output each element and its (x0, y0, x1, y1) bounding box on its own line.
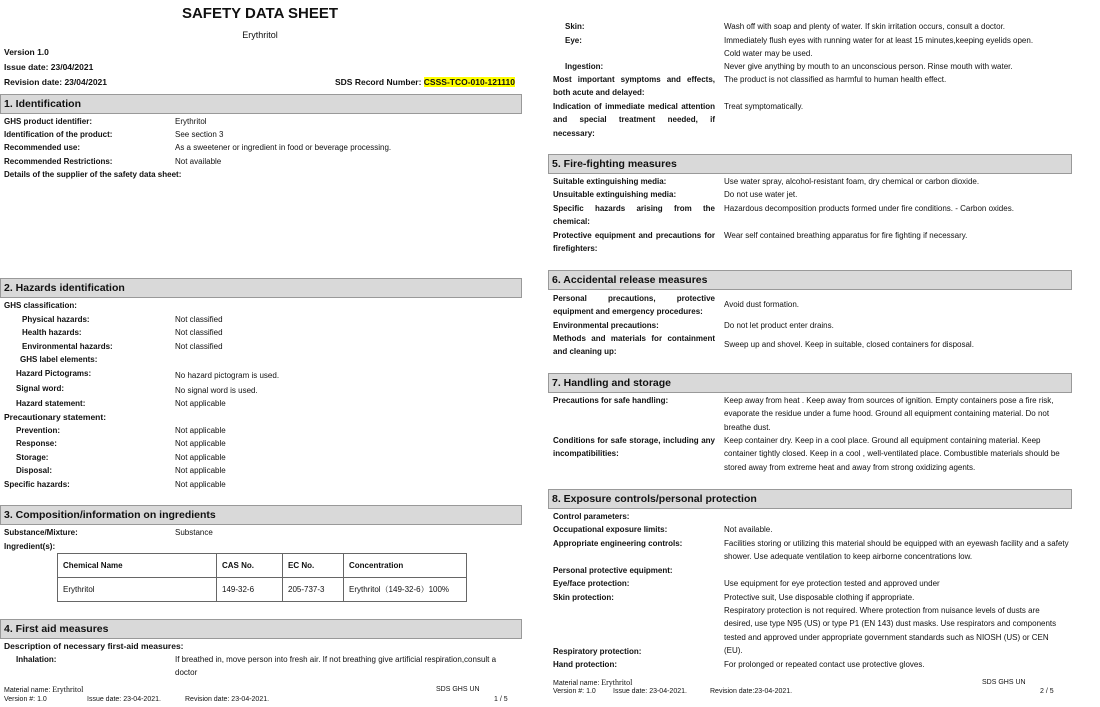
row-value: Not classified (175, 328, 223, 337)
row-label: Inhalation: (16, 655, 57, 664)
row-label: Methods and materials for containment and cleaning up: (553, 334, 715, 357)
row-label: Most important symptoms and effects, both acute and delayed: (553, 75, 715, 98)
row-value: Treat symptomatically. (724, 102, 804, 111)
section-2-header: 2. Hazards identification (0, 278, 522, 298)
row-label: Unsuitable extinguishing media: (553, 190, 677, 199)
row-label: Response: (16, 439, 57, 448)
row-label: Hazard Pictograms: (16, 369, 92, 378)
row-label: Ingredient(s): (4, 542, 56, 551)
row-label: Skin protection: (553, 593, 614, 602)
row-value: Use water spray, alcohol-resistant foam, dry chemical or carbon dioxide. (724, 177, 980, 186)
row-label: Control parameters: (553, 512, 630, 521)
row-label: Hand protection: (553, 660, 617, 669)
row-label: Precautions for safe handling: (553, 396, 669, 405)
section-6-header: 6. Accidental release measures (548, 270, 1072, 290)
footer-version: Version #: 1.0 (4, 696, 47, 703)
row-value: Not applicable (175, 439, 226, 448)
row-value: Wash off with soap and plenty of water. If skin irritation occurs, consult a doctor. (724, 22, 1006, 31)
row-label: Disposal: (16, 466, 53, 475)
row-label: Respiratory protection: (553, 647, 642, 656)
table-cell: 149-32-6 (217, 578, 283, 602)
row-label: GHS classification: (4, 301, 77, 310)
row-value: Do not let product enter drains. (724, 321, 834, 330)
row-value: Keep away from heat . Keep away from sources of ignition. Empty containers pose a fire risk, evaporate the residue under a fume hood. Ground all equipment containing material. Do not breathe dust. (724, 396, 1054, 432)
row-label: Prevention: (16, 426, 61, 435)
table-row (58, 578, 467, 602)
product-name: Erythritol (242, 30, 278, 40)
row-value: Wear self contained breathing apparatus for fire fighting if necessary. (724, 231, 968, 240)
footer-doc-type: SDS GHS UN (436, 686, 480, 693)
row-value: doctor (175, 668, 198, 677)
row-value: Cold water may be used. (724, 49, 813, 58)
column-header: CAS No. (217, 554, 283, 578)
revision-date: Revision date: 23/04/2021 (4, 77, 108, 87)
table-header-row (58, 554, 467, 578)
row-value: The product is not classified as harmful to human health effect. (724, 75, 947, 84)
row-value: Respiratory protection is not required. Where protection from nuisance levels of dusts are desired, use type N95 (US) or type P1 (EN 143) dust masks. Use respirators and components tested and approved under appropriate government standards such as NIOSH (US) or CEN (EU). (724, 606, 1057, 655)
sds-record-number: CSSS-TCO-010-121110 (423, 77, 515, 87)
row-label: Appropriate engineering controls: (553, 539, 683, 548)
footer-doc-type: SDS GHS UN (982, 679, 1026, 686)
row-value: If breathed in, move person into fresh air. If not breathing give artificial respiration,consult a (175, 655, 497, 664)
row-label: Recommended Restrictions: (4, 157, 113, 166)
row-label: Environmental precautions: (553, 321, 659, 330)
row-value: For prolonged or repeated contact use protective gloves. (724, 660, 925, 669)
section-1-header: 1. Identification (0, 94, 522, 114)
row-label: Eye: (565, 36, 582, 45)
column-header: Concentration (344, 554, 467, 578)
row-value: No signal word is used. (175, 386, 258, 395)
row-value: Use equipment for eye protection tested and approved under (724, 579, 940, 588)
footer-version: Version #: 1.0 (553, 688, 596, 695)
section-3-header: 3. Composition/information on ingredients (0, 505, 522, 525)
row-label: Suitable extinguishing media: (553, 177, 667, 186)
row-value: See section 3 (175, 130, 224, 139)
row-label: Personal protective equipment: (553, 566, 673, 575)
row-value: Not applicable (175, 453, 226, 462)
row-value: Not applicable (175, 466, 226, 475)
footer-material (553, 678, 632, 687)
row-value: Facilities storing or utilizing this material should be equipped with an eyewash facility and a safety shower. Use adequate ventilation to keep airborne concentrations low. (724, 539, 1069, 562)
row-label: Details of the supplier of the safety data sheet: (4, 170, 182, 179)
row-label: Conditions for safe storage, including any incompatibilities: (553, 436, 715, 459)
footer-material-label: Material name: (4, 687, 53, 694)
row-value: Not applicable (175, 399, 226, 408)
footer-material-name: Erythritol (601, 678, 633, 687)
table-cell: Erythritol (58, 578, 217, 602)
sds-record (335, 77, 515, 87)
version: Version 1.0 (4, 47, 49, 57)
row-value: Not available. (724, 525, 773, 534)
row-label: Physical hazards: (22, 315, 90, 324)
ingredients-table (57, 553, 467, 602)
row-value: As a sweetener or ingredient in food or beverage processing. (175, 143, 392, 152)
row-value: Hazardous decomposition products formed under fire conditions. - Carbon oxides. (724, 204, 1014, 213)
row-label: Eye/face protection: (553, 579, 630, 588)
row-label: Description of necessary first-aid measures: (4, 641, 184, 651)
row-value: Avoid dust formation. (724, 300, 800, 309)
row-label: GHS label elements: (20, 355, 98, 364)
sds-record-label: SDS Record Number: (335, 77, 424, 87)
row-label: Substance/Mixture: (4, 528, 78, 537)
row-value: Never give anything by mouth to an unconscious person. Rinse mouth with water. (724, 62, 1013, 71)
row-value: Not classified (175, 342, 223, 351)
row-value: Not applicable (175, 480, 226, 489)
row-label: Precautionary statement: (4, 412, 107, 422)
sds-page-1 (0, 0, 525, 707)
row-label: Environmental hazards: (22, 342, 113, 351)
row-label: Occupational exposure limits: (553, 525, 668, 534)
footer-material (4, 685, 83, 694)
footer-page-number: 1 / 5 (494, 696, 508, 703)
row-label: Signal word: (16, 384, 64, 393)
row-value: Erythritol (175, 117, 207, 126)
row-value: No hazard pictogram is used. (175, 371, 280, 380)
footer-page-number: 2 / 5 (1040, 688, 1054, 695)
section-5-header: 5. Fire-fighting measures (548, 154, 1072, 174)
footer-issue-date: Issue date: 23-04-2021. (613, 688, 687, 695)
row-label: Recommended use: (4, 143, 81, 152)
document-title: SAFETY DATA SHEET (181, 5, 339, 22)
footer-material-label: Material name: (553, 680, 602, 687)
table-cell: Erythritol（149-32-6）100% (344, 578, 467, 602)
section-7-header: 7. Handling and storage (548, 373, 1072, 393)
footer-revision-date: Revision date:23-04-2021. (710, 688, 793, 695)
footer-issue-date: Issue date: 23-04-2021. (87, 696, 161, 703)
column-header: EC No. (283, 554, 344, 578)
row-label: Identification of the product: (4, 130, 113, 139)
section-8-header: 8. Exposure controls/personal protection (548, 489, 1072, 509)
row-value: Protective suit, Use disposable clothing if appropriate. (724, 593, 915, 602)
row-value: Keep container dry. Keep in a cool place. Ground all equipment containing material. Keep container tightly closed. Keep in a cool , well-ventilated place. Combustible materials should be stored away from extreme heat and away from strong oxidizing agents. (724, 436, 1060, 472)
row-value: Not available (175, 157, 222, 166)
row-label: Personal precautions, protective equipment and emergency procedures: (553, 294, 715, 317)
column-header: Chemical Name (58, 554, 217, 578)
footer-material-name: Erythritol (52, 685, 84, 694)
row-label: Health hazards: (22, 328, 82, 337)
table-cell: 205-737-3 (283, 578, 344, 602)
row-value: Not applicable (175, 426, 226, 435)
row-label: Specific hazards: (4, 480, 70, 489)
row-label: Specific hazards arising from the chemical: (553, 204, 715, 227)
section-4-header: 4. First aid measures (0, 619, 522, 639)
row-value: Sweep up and shovel. Keep in suitable, closed containers for disposal. (724, 340, 974, 349)
row-value: Not classified (175, 315, 223, 324)
row-label: Protective equipment and precautions for firefighters: (553, 231, 715, 254)
row-value: Substance (175, 528, 213, 537)
issue-date: Issue date: 23/04/2021 (4, 62, 94, 72)
sds-page-2 (548, 0, 1076, 707)
row-value: Do not use water jet. (724, 190, 798, 199)
row-label: Storage: (16, 453, 49, 462)
row-label: Skin: (565, 22, 585, 31)
row-label: Ingestion: (565, 62, 604, 71)
row-value: Immediately flush eyes with running water for at least 15 minutes,keeping eyelids open. (724, 36, 1034, 45)
row-label: Hazard statement: (16, 399, 86, 408)
row-label: GHS product identifier: (4, 117, 92, 126)
row-label: Indication of immediate medical attention and special treatment needed, if necessary: (553, 102, 715, 138)
footer-revision-date: Revision date: 23-04-2021. (185, 696, 270, 703)
